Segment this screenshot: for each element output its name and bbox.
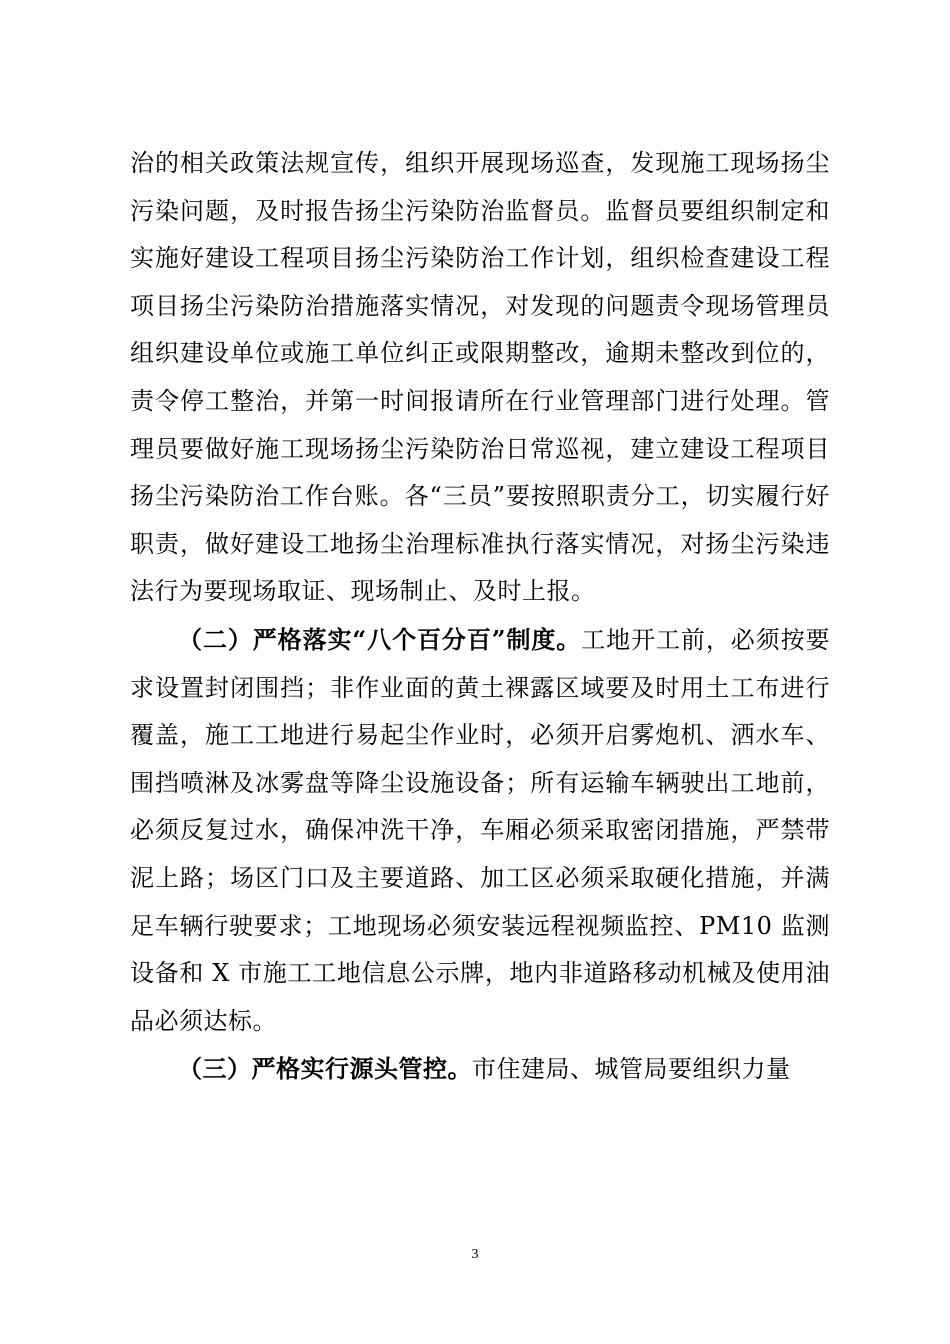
paragraph-eight-hundred-percent [130,616,830,1045]
page-number: 3 [471,1247,479,1262]
paragraph-source-control [130,1045,830,1094]
document-body [130,140,830,1094]
section-body-3: 市住建局、城管局要组织力量 [472,1055,791,1084]
section-body-2: 工地开工前，必须按要求设置封闭围挡；非作业面的黄土裸露区域要及时用土工布进行覆盖，施工工地进行易起尘作业时，必须开启雾炮机、洒水车、围挡喷淋及冰雾盘等降尘设施设备；所有运输车辆驶出工地前，必须反复过水，确保冲洗干净，车厢必须采取密闭措施，严禁带泥上路；场区门口及主要道路、加工区必须采取硬化措施，并满足车辆行驶要求；工地现场必须安装远程视频监控、PM10 监测设备和 X 市施工工地信息公示牌，地内非道路移动机械及使用油品必须达标。 [130,625,831,1035]
section-heading-2: （二）严格落实“八个百分百”制度。 [178,624,582,654]
section-heading-3: （三）严格实行源头管控。 [178,1054,472,1084]
paragraph-continuation: 治的相关政策法规宣传，组织开展现场巡查，发现施工现场扬尘污染问题，及时报告扬尘污染防治监督员。监督员要组织制定和实施好建设工程项目扬尘污染防治工作计划，组织检查建设工程项目扬尘污染防治措施落实情况，对发现的问题责令现场管理员组织建设单位或施工单位纠正或限期整改，逾期未整改到位的，责令停工整治，并第一时间报请所在行业管理部门进行处理。管理员要做好施工现场扬尘污染防治日常巡视，建立建设工程项目扬尘污染防治工作台账。各“三员”要按照职责分工，切实履行好职责，做好建设工地扬尘治理标准执行落实情况，对扬尘污染违法行为要现场取证、现场制止、及时上报。 [130,149,830,606]
